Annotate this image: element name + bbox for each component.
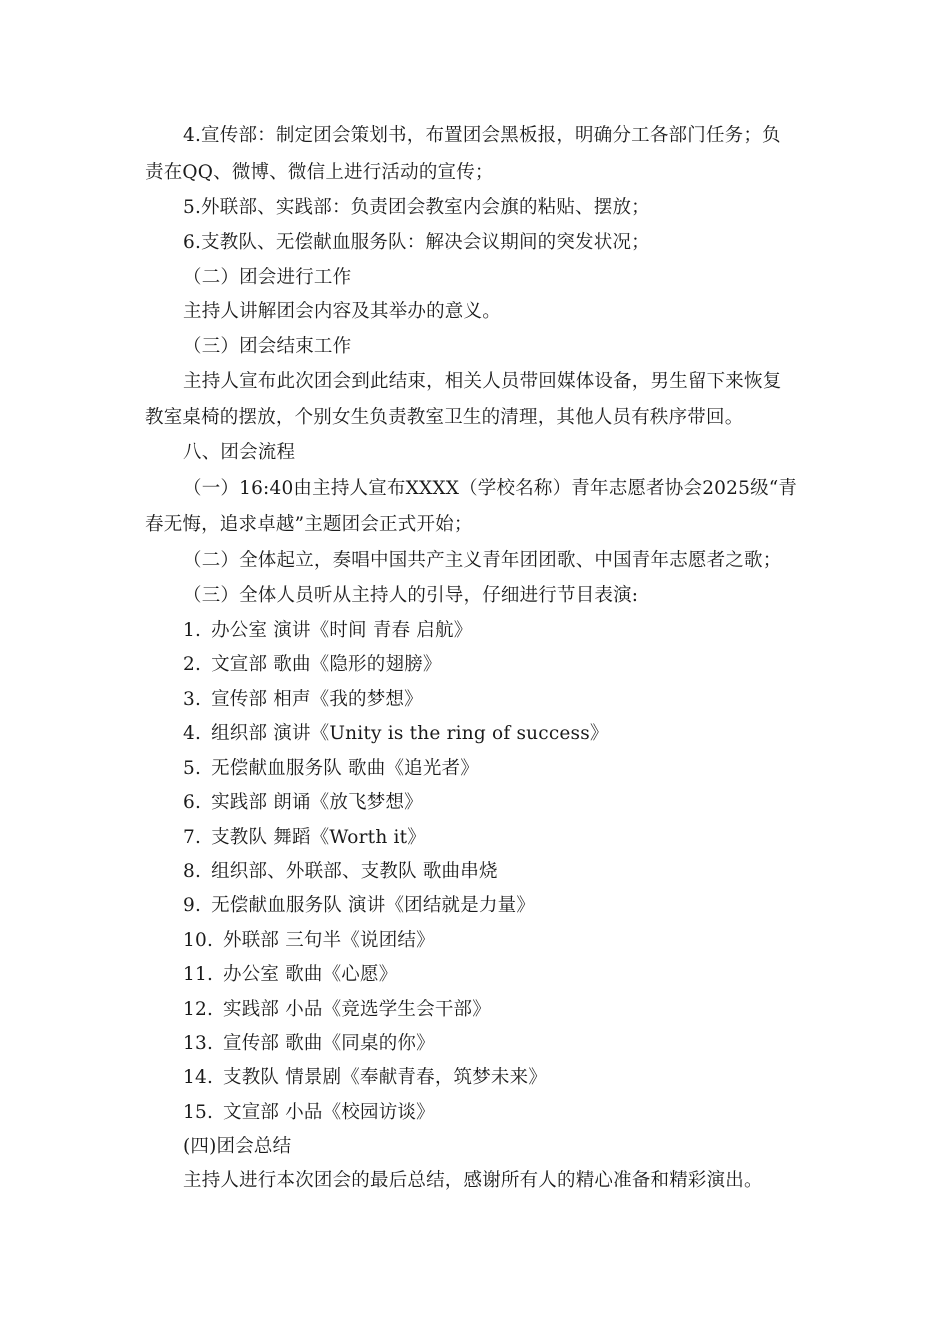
program-item-text: 组织部、外联部、支教队 歌曲串烧: [211, 861, 498, 882]
heading-meeting-flow: 八、团会流程: [183, 442, 296, 463]
program-item-text: 办公室 演讲《时间 青春 启航》: [211, 620, 473, 641]
paragraph-liaison: 5.外联部、实践部：负责团会教室内会旗的粘贴、摆放；: [183, 197, 650, 218]
program-item-number: 12.: [183, 999, 214, 1020]
paragraph-flow-three: （三）全体人员听从主持人的引导，仔细进行节目表演:: [183, 585, 639, 606]
program-item: [183, 619, 472, 643]
program-item-number: 14.: [183, 1067, 214, 1088]
program-item: [183, 653, 442, 677]
program-item: [183, 860, 498, 884]
paragraph-publicity-line2: 责在QQ、微博、微信上进行活动的宣传；: [145, 162, 494, 183]
program-item: [183, 826, 426, 850]
program-item-number: 10.: [183, 930, 214, 951]
heading-meeting-progress: （二）团会进行工作: [183, 267, 352, 288]
program-item: [183, 998, 491, 1022]
program-item-text: 组织部 演讲《Unity is the ring of success》: [211, 723, 609, 744]
paragraph-flow-two: （二）全体起立，奏唱中国共产主义青年团团歌、中国青年志愿者之歌；: [183, 550, 782, 571]
program-item-text: 办公室 歌曲《心愿》: [223, 964, 398, 985]
program-item: [183, 1032, 435, 1056]
program-item-number: 6.: [183, 792, 202, 813]
program-item-number: 15.: [183, 1102, 214, 1123]
heading-meeting-summary: (四)团会总结: [183, 1136, 292, 1157]
program-item: [183, 722, 609, 746]
paragraph-meeting-summary: 主持人进行本次团会的最后总结，感谢所有人的精心准备和精彩演出。: [183, 1170, 763, 1191]
program-item-text: 无偿献血服务队 演讲《团结就是力量》: [211, 895, 536, 916]
program-item-number: 1.: [183, 620, 202, 641]
paragraph-host-explains: 主持人讲解团会内容及其举办的意义。: [183, 301, 501, 322]
program-item: [183, 757, 479, 781]
program-item-number: 11.: [183, 964, 214, 985]
program-item-number: 7.: [183, 827, 202, 848]
paragraph-support-team: 6.支教队、无偿献血服务队：解决会议期间的突发状况；: [183, 232, 650, 253]
paragraph-publicity-line1: 4.宣传部：制定团会策划书，布置团会黑板报，明确分工各部门任务；负: [183, 125, 781, 146]
paragraph-flow-one-line1: （一）16:40由主持人宣布XXXX（学校名称）青年志愿者协会2025级“青: [183, 478, 798, 499]
program-item: [183, 963, 397, 987]
program-item-number: 2.: [183, 654, 202, 675]
program-item-number: 13.: [183, 1033, 214, 1054]
program-item: [183, 1101, 435, 1125]
program-item-number: 9.: [183, 895, 202, 916]
paragraph-closing-line1: 主持人宣布此次团会到此结束，相关人员带回媒体设备，男生留下来恢复: [183, 371, 782, 392]
program-item-text: 无偿献血服务队 歌曲《追光者》: [211, 758, 479, 779]
program-item: [183, 929, 435, 953]
program-item-text: 宣传部 相声《我的梦想》: [211, 689, 423, 710]
program-item-text: 实践部 小品《竞选学生会干部》: [223, 999, 491, 1020]
paragraph-flow-one-line2: 春无悔，追求卓越”主题团会正式开始；: [145, 514, 473, 535]
program-item-number: 8.: [183, 861, 202, 882]
program-item: [183, 688, 423, 712]
heading-meeting-end: （三）团会结束工作: [183, 336, 352, 357]
program-item-text: 支教队 情景剧《奉献青春，筑梦未来》: [223, 1067, 548, 1088]
program-item-text: 实践部 朗诵《放飞梦想》: [211, 792, 423, 813]
program-item-text: 文宣部 小品《校园访谈》: [223, 1102, 435, 1123]
program-item: [183, 791, 423, 815]
program-item-number: 4.: [183, 723, 202, 744]
program-item-number: 5.: [183, 758, 202, 779]
paragraph-closing-line2: 教室桌椅的摆放，个别女生负责教室卫生的清理，其他人员有秩序带回。: [145, 407, 744, 428]
program-item-text: 外联部 三句半《说团结》: [223, 930, 435, 951]
program-item-text: 文宣部 歌曲《隐形的翅膀》: [211, 654, 442, 675]
program-item-number: 3.: [183, 689, 202, 710]
program-item-text: 支教队 舞蹈《Worth it》: [211, 827, 426, 848]
program-item: [183, 894, 535, 918]
program-item: [183, 1066, 547, 1090]
program-item-text: 宣传部 歌曲《同桌的你》: [223, 1033, 435, 1054]
